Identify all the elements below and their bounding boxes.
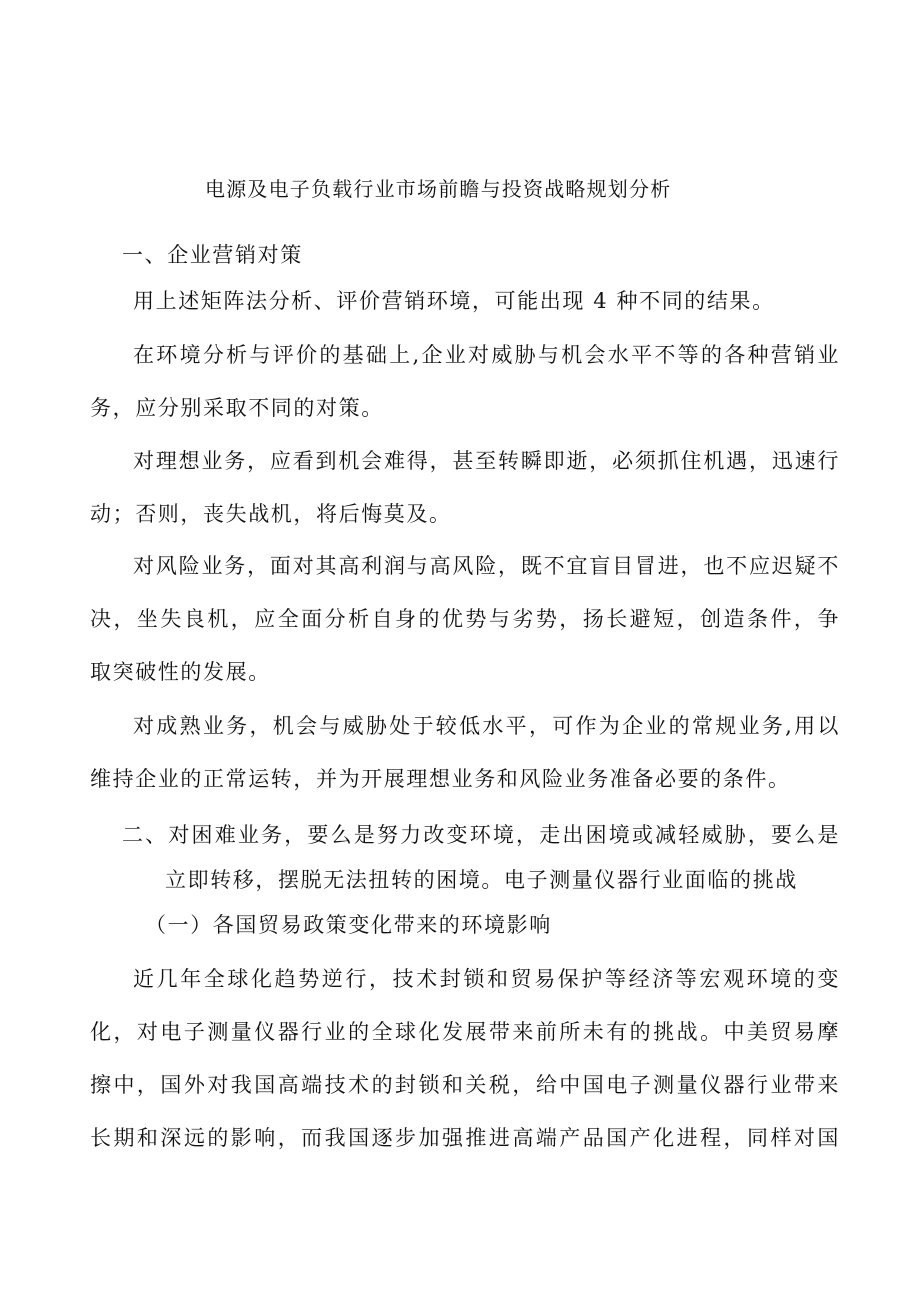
section-2-heading-line-1: 二、对困难业务，要么是努力改变环境，走出困境或减轻威胁，要么是 (122, 823, 840, 847)
subsection-heading: （一）各国贸易政策变化带来的环境影响 (145, 913, 552, 937)
paragraph-2-line-1: 在环境分析与评价的基础上,企业对威胁与机会水平不等的各种营销业 (133, 343, 840, 367)
section-2-heading-line-2: 立即转移，摆脱无法扭转的困境。电子测量仪器行业面临的挑战 (165, 868, 798, 892)
section-1-heading: 一、企业营销对策 (122, 243, 303, 267)
paragraph-5-line-2: 维持企业的正常运转，并为开展理想业务和风险业务准备必要的条件。 (90, 767, 791, 791)
paragraph-6-line-4: 长期和深远的影响，而我国逐步加强推进高端产品国产化进程，同样对国 (90, 1126, 840, 1150)
paragraph-2-line-2: 务，应分别采取不同的对策。 (90, 396, 384, 420)
paragraph-4-line-1: 对风险业务，面对其高利润与高风险，既不宜盲目冒进，也不应迟疑不 (133, 554, 840, 578)
paragraph-4-line-3: 取突破性的发展。 (90, 660, 271, 684)
document-title: 电源及电子负载行业市场前瞻与投资战略规划分析 (205, 177, 672, 201)
paragraph-6-line-3: 擦中，国外对我国高端技术的封锁和关税，给中国电子测量仪器行业带来 (90, 1073, 840, 1097)
paragraph-1-line-1: 用上述矩阵法分析、评价营销环境，可能出现 4 种不同的结果。 (133, 289, 775, 313)
paragraph-5-line-1: 对成熟业务，机会与威胁处于较低水平，可作为企业的常规业务,用以 (133, 714, 840, 738)
paragraph-6-line-2: 化，对电子测量仪器行业的全球化发展带来前所未有的挑战。中美贸易摩 (90, 1020, 840, 1044)
paragraph-3-line-2: 动；否则，丧失战机，将后悔莫及。 (90, 502, 452, 526)
paragraph-6-line-1: 近几年全球化趋势逆行，技术封锁和贸易保护等经济等宏观环境的变 (133, 967, 840, 991)
paragraph-3-line-1: 对理想业务，应看到机会难得，甚至转瞬即逝，必须抓住机遇，迅速行 (133, 449, 840, 473)
paragraph-4-line-2: 决，坐失良机，应全面分析自身的优势与劣势，扬长避短，创造条件，争 (90, 607, 840, 631)
